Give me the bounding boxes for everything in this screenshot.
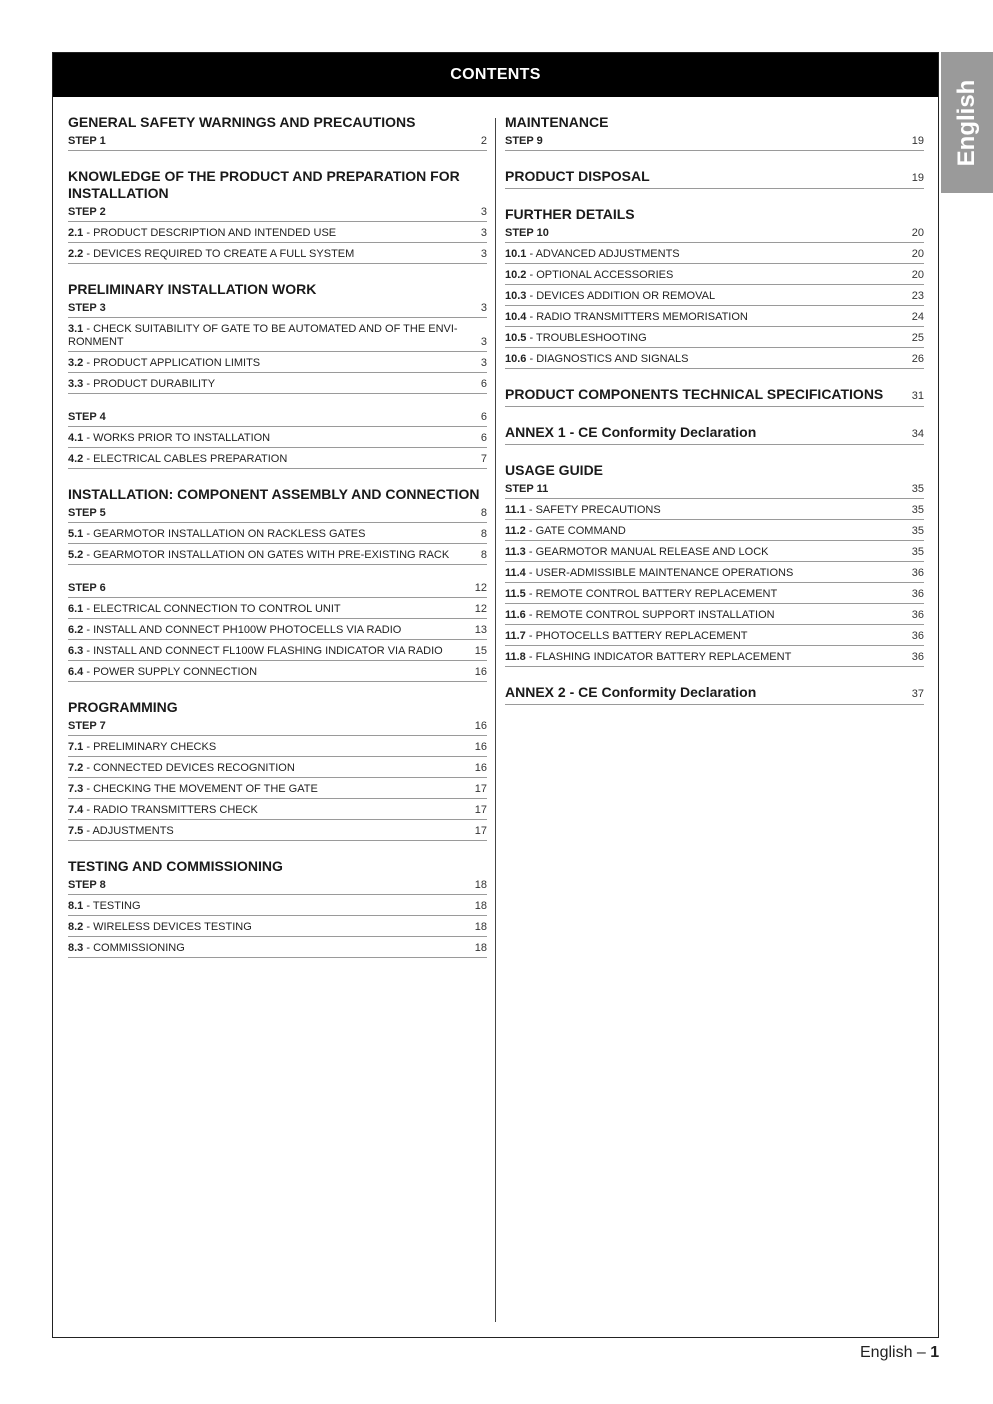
toc-entry-label	[505, 248, 680, 261]
toc-section-title: INSTALLATION: COMPONENT ASSEMBLY AND CONNECTION	[68, 486, 480, 502]
toc-page-number: 16	[474, 762, 487, 774]
toc-entry[interactable]	[505, 628, 924, 646]
toc-entry-text: USER-ADMISSIBLE MAINTENANCE OPERATIONS	[535, 567, 794, 579]
toc-entry-number: 7.2	[68, 762, 84, 774]
toc-entry-label	[505, 609, 775, 622]
toc-entry-text: WORKS PRIOR TO INSTALLATION	[93, 432, 271, 444]
toc-entry[interactable]	[68, 643, 487, 661]
toc-entry-label	[68, 783, 318, 796]
toc-page-number: 20	[911, 248, 924, 260]
toc-page-number: 18	[474, 900, 487, 912]
toc-page-number: 36	[911, 630, 924, 642]
toc-section	[68, 281, 487, 469]
toc-page-number: 35	[911, 525, 924, 537]
toc-separator: -	[83, 549, 94, 561]
toc-entry-text: CONNECTED DEVICES RECOGNITION	[93, 762, 295, 774]
toc-page-number: 20	[911, 227, 924, 239]
toc-page-number: 6	[480, 411, 487, 423]
toc-entry-label	[505, 588, 777, 601]
toc-page-number: 12	[474, 582, 487, 594]
toc-entry-text: COMMISSIONING	[93, 942, 185, 954]
toc-entry-label: STEP 5	[68, 507, 106, 519]
toc-page-number: 13	[474, 624, 487, 636]
toc-entry-label	[505, 546, 768, 559]
toc-page-number: 35	[911, 483, 924, 495]
toc-entry-label: STEP 1	[68, 135, 106, 147]
toc-section	[505, 462, 924, 667]
toc-entry[interactable]	[68, 898, 487, 916]
toc-entry[interactable]	[505, 288, 924, 306]
toc-entry-number: 8.1	[68, 900, 84, 912]
toc-entry-label	[68, 432, 270, 445]
toc-entry-text: ADVANCED ADJUSTMENTS	[535, 248, 680, 260]
toc-separator: -	[83, 227, 94, 239]
toc-page-number: 35	[911, 504, 924, 516]
toc-entry-number: 10.6	[505, 353, 527, 365]
toc-page-number: 3	[480, 227, 487, 239]
toc-entry-text: PRODUCT DESCRIPTION AND INTENDED USE	[93, 227, 337, 239]
toc-entry-text: GATE COMMAND	[535, 525, 626, 537]
toc-entry-number: 11.4	[505, 567, 526, 579]
toc-entry-number: 7.1	[68, 741, 84, 753]
toc-entry[interactable]	[68, 664, 487, 682]
toc-entry-label: STEP 10	[505, 227, 549, 239]
toc-left-column	[68, 114, 487, 975]
toc-entry[interactable]	[505, 607, 924, 625]
toc-entry-text: DEVICES REQUIRED TO CREATE A FULL SYSTEM	[93, 248, 355, 260]
toc-page-number: 24	[911, 311, 924, 323]
toc-entry-label	[505, 504, 661, 517]
toc-entry-label	[68, 248, 354, 261]
toc-entry-label	[505, 290, 715, 303]
toc-entry-label	[505, 525, 626, 538]
toc-separator: -	[83, 921, 94, 933]
toc-entry-text: GEARMOTOR INSTALLATION ON GATES WITH PRE-EXISTING RACK	[93, 549, 450, 561]
toc-step-entry[interactable]	[68, 505, 487, 523]
toc-page-number: 7	[480, 453, 487, 465]
toc-entry-label: STEP 7	[68, 720, 106, 732]
toc-separator: -	[83, 900, 93, 912]
toc-separator: -	[83, 645, 94, 657]
toc-section	[505, 114, 924, 151]
toc-separator: -	[83, 762, 94, 774]
toc-page-number: 17	[474, 825, 487, 837]
toc-entry-number: 7.3	[68, 783, 84, 795]
toc-section-title: KNOWLEDGE OF THE PRODUCT AND PREPARATION FOR INSTALLATION	[68, 168, 460, 201]
toc-separator: -	[83, 804, 94, 816]
toc-entry[interactable]	[68, 739, 487, 757]
toc-entry-number: 2.1	[68, 227, 84, 239]
toc-entry-number: 11.3	[505, 546, 526, 558]
toc-section	[68, 699, 487, 841]
toc-entry-label: STEP 8	[68, 879, 106, 891]
toc-section-title: ANNEX 2 - CE Conformity Declaration	[505, 684, 757, 700]
toc-entry-label	[68, 645, 443, 658]
toc-entry-label	[68, 528, 365, 541]
column-divider	[495, 118, 496, 1322]
toc-separator: -	[83, 825, 93, 837]
toc-entry-number: 8.3	[68, 942, 84, 954]
toc-page-number: 36	[911, 609, 924, 621]
toc-separator: -	[83, 453, 94, 465]
toc-entry-number: 10.1	[505, 248, 527, 260]
toc-separator: -	[83, 603, 94, 615]
toc-page-number: 18	[474, 879, 487, 891]
toc-entry-label	[68, 453, 287, 466]
toc-page-number: 3	[480, 206, 487, 218]
toc-entry-text: CHECK SUITABILITY OF GATE TO BE AUTOMATED AND OF THE ENVI- RONMENT	[68, 323, 458, 348]
toc-entry[interactable]	[505, 330, 924, 348]
toc-entry[interactable]	[505, 649, 924, 667]
toc-page-number: 37	[911, 688, 924, 700]
toc-entry-label	[505, 269, 673, 282]
toc-entry-text: RADIO TRANSMITTERS MEMORISATION	[536, 311, 748, 323]
toc-page-number: 17	[474, 783, 487, 795]
toc-entry-number: 10.5	[505, 332, 527, 344]
toc-entry-number: 4.2	[68, 453, 84, 465]
toc-entry-number: 7.4	[68, 804, 84, 816]
toc-entry-number: 4.1	[68, 432, 84, 444]
toc-separator: -	[83, 942, 94, 954]
toc-separator: -	[525, 651, 536, 663]
toc-section-title: PRODUCT COMPONENTS TECHNICAL SPECIFICATIONS	[505, 386, 884, 402]
toc-section	[68, 168, 487, 264]
toc-section-link[interactable]	[505, 386, 924, 407]
toc-entry-number: 6.4	[68, 666, 84, 678]
toc-entry-number: 3.2	[68, 357, 84, 369]
toc-entry-text: PRELIMINARY CHECKS	[93, 741, 217, 753]
toc-entry-label	[68, 900, 141, 913]
toc-page-number: 19	[911, 172, 924, 184]
language-tab-label: English	[953, 79, 980, 166]
toc-separator: -	[83, 323, 94, 335]
toc-entry-text: GEARMOTOR INSTALLATION ON RACKLESS GATES	[93, 528, 366, 540]
toc-entry-text: GEARMOTOR MANUAL RELEASE AND LOCK	[535, 546, 769, 558]
toc-entry[interactable]	[68, 823, 487, 841]
toc-entry[interactable]	[68, 321, 487, 352]
toc-entry[interactable]	[68, 547, 487, 565]
toc-section-title: MAINTENANCE	[505, 114, 609, 130]
toc-page-number: 8	[480, 507, 487, 519]
toc-section	[68, 858, 487, 958]
toc-entry-text: POWER SUPPLY CONNECTION	[93, 666, 258, 678]
toc-step-entry[interactable]	[68, 718, 487, 736]
toc-entry[interactable]	[505, 502, 924, 520]
page-number: 1	[930, 1344, 940, 1361]
toc-entry-label: STEP 2	[68, 206, 106, 218]
toc-entry-label	[68, 804, 258, 817]
toc-entry-text: DIAGNOSTICS AND SIGNALS	[536, 353, 689, 365]
toc-entry-number: 10.4	[505, 311, 527, 323]
toc-separator: -	[525, 567, 536, 579]
toc-entry[interactable]	[505, 523, 924, 541]
toc-step-entry[interactable]	[68, 877, 487, 895]
toc-step-entry[interactable]	[505, 133, 924, 151]
toc-separator: -	[526, 290, 537, 302]
toc-entry-text: REMOTE CONTROL SUPPORT INSTALLATION	[535, 609, 775, 621]
toc-entry[interactable]	[68, 601, 487, 619]
toc-separator: -	[83, 528, 94, 540]
toc-entry-label: STEP 3	[68, 302, 106, 314]
toc-section-link[interactable]	[505, 684, 924, 705]
toc-entry[interactable]	[68, 919, 487, 937]
toc-entry-number: 5.2	[68, 549, 84, 561]
toc-entry-label	[68, 378, 215, 391]
toc-separator: -	[526, 332, 536, 344]
toc-entry-text: OPTIONAL ACCESSORIES	[536, 269, 674, 281]
toc-page-number: 8	[480, 549, 487, 561]
toc-step-entry[interactable]	[505, 481, 924, 499]
toc-section	[505, 168, 924, 189]
language-tab[interactable]	[941, 52, 993, 193]
toc-entry-number: 5.1	[68, 528, 84, 540]
toc-page-number: 18	[474, 942, 487, 954]
toc-section	[505, 684, 924, 705]
toc-page-number: 3	[480, 357, 487, 369]
toc-entry[interactable]	[68, 430, 487, 448]
toc-section	[68, 486, 487, 682]
toc-page-number: 25	[911, 332, 924, 344]
toc-page-number: 17	[474, 804, 487, 816]
toc-entry-text: REMOTE CONTROL BATTERY REPLACEMENT	[535, 588, 778, 600]
toc-entry-text: DEVICES ADDITION OR REMOVAL	[536, 290, 716, 302]
toc-entry[interactable]	[68, 802, 487, 820]
toc-entry-label	[505, 353, 688, 366]
toc-page-number: 12	[474, 603, 487, 615]
toc-entry-label	[68, 323, 458, 349]
toc-entry-text: TROUBLESHOOTING	[536, 332, 647, 344]
contents-title: CONTENTS	[450, 66, 541, 83]
toc-page-number: 23	[911, 290, 924, 302]
toc-entry-number: 11.1	[505, 504, 526, 516]
toc-section-title: PRELIMINARY INSTALLATION WORK	[68, 281, 317, 297]
toc-entry-text: PRODUCT APPLICATION LIMITS	[93, 357, 261, 369]
toc-entry-number: 10.2	[505, 269, 527, 281]
toc-entry[interactable]	[505, 565, 924, 583]
toc-section-title: PROGRAMMING	[68, 699, 178, 715]
toc-page-number: 16	[474, 666, 487, 678]
toc-separator: -	[526, 353, 537, 365]
toc-section-title: TESTING AND COMMISSIONING	[68, 858, 283, 874]
toc-page-number: 26	[911, 353, 924, 365]
toc-entry-number: 7.5	[68, 825, 84, 837]
toc-entry-number: 3.3	[68, 378, 84, 390]
toc-section-title: USAGE GUIDE	[505, 462, 604, 478]
toc-entry-number: 11.5	[505, 588, 526, 600]
toc-page-number: 31	[911, 390, 924, 402]
toc-section-link[interactable]	[505, 424, 924, 445]
toc-separator: -	[525, 546, 536, 558]
toc-entry-number: 11.7	[505, 630, 526, 642]
toc-entry-label	[505, 630, 748, 643]
toc-page-number: 36	[911, 567, 924, 579]
toc-entry-label	[68, 762, 295, 775]
toc-page-number: 15	[474, 645, 487, 657]
toc-entry-label	[505, 651, 791, 664]
footer-language: English –	[860, 1344, 926, 1361]
toc-section	[505, 386, 924, 407]
toc-entry-label	[68, 227, 336, 240]
toc-entry-text: FLASHING INDICATOR BATTERY REPLACEMENT	[535, 651, 792, 663]
toc-entry[interactable]	[68, 376, 487, 394]
toc-step-entry[interactable]	[68, 580, 487, 598]
toc-separator: -	[525, 588, 536, 600]
toc-page-number: 16	[474, 741, 487, 753]
toc-section	[505, 424, 924, 445]
toc-entry-number: 10.3	[505, 290, 527, 302]
toc-entry[interactable]	[505, 544, 924, 562]
toc-entry-number: 6.1	[68, 603, 84, 615]
toc-separator: -	[526, 269, 537, 281]
toc-entry-number: 11.6	[505, 609, 526, 621]
toc-page-number: 8	[480, 528, 487, 540]
toc-section-title: PRODUCT DISPOSAL	[505, 168, 650, 184]
toc-entry[interactable]	[68, 526, 487, 544]
toc-entry-number: 6.3	[68, 645, 84, 657]
toc-page-number: 20	[911, 269, 924, 281]
toc-page-number: 3	[480, 302, 487, 314]
toc-section-link[interactable]	[505, 168, 924, 189]
toc-entry-text: INSTALL AND CONNECT FL100W FLASHING INDICATOR VIA RADIO	[93, 645, 443, 657]
toc-entry-label	[68, 603, 341, 616]
toc-entry-number: 2.2	[68, 248, 84, 260]
toc-step-entry[interactable]	[505, 225, 924, 243]
toc-separator: -	[83, 666, 94, 678]
toc-entry-label	[505, 567, 793, 580]
toc-entry-text: PHOTOCELLS BATTERY REPLACEMENT	[535, 630, 748, 642]
toc-separator: -	[83, 357, 94, 369]
toc-entry[interactable]	[505, 246, 924, 264]
toc-separator: -	[525, 630, 536, 642]
toc-entry-number: 11.2	[505, 525, 526, 537]
toc-page-number: 18	[474, 921, 487, 933]
toc-separator: -	[83, 783, 94, 795]
toc-page-number: 16	[474, 720, 487, 732]
toc-entry[interactable]	[68, 622, 487, 640]
toc-entry[interactable]	[68, 225, 487, 243]
toc-separator: -	[83, 248, 94, 260]
toc-entry-label	[68, 549, 449, 562]
toc-page-number: 36	[911, 588, 924, 600]
toc-page-number: 19	[911, 135, 924, 147]
toc-entry-label: STEP 11	[505, 483, 549, 495]
toc-separator: -	[525, 609, 536, 621]
page-footer	[860, 1344, 939, 1362]
toc-entry[interactable]	[68, 451, 487, 469]
toc-separator: -	[526, 248, 536, 260]
toc-entry-label	[68, 666, 257, 679]
toc-page-number: 3	[480, 248, 487, 260]
toc-separator: -	[83, 624, 94, 636]
toc-entry-text: ELECTRICAL CONNECTION TO CONTROL UNIT	[93, 603, 341, 615]
toc-entry[interactable]	[68, 246, 487, 264]
toc-entry-text: RADIO TRANSMITTERS CHECK	[93, 804, 258, 816]
toc-page-number: 35	[911, 546, 924, 558]
toc-separator: -	[525, 504, 536, 516]
toc-entry-text: TESTING	[92, 900, 141, 912]
toc-entry-text: WIRELESS DEVICES TESTING	[93, 921, 252, 933]
toc-step-entry[interactable]	[68, 409, 487, 427]
toc-section	[68, 114, 487, 151]
toc-page-number: 6	[480, 378, 487, 390]
toc-entry-number: 6.2	[68, 624, 84, 636]
toc-step-entry[interactable]	[68, 300, 487, 318]
toc-entry-number: 3.1	[68, 323, 84, 335]
toc-entry-number: 11.8	[505, 651, 526, 663]
toc-entry[interactable]	[505, 309, 924, 327]
toc-entry[interactable]	[505, 267, 924, 285]
toc-entry[interactable]	[68, 760, 487, 778]
toc-step-entry[interactable]	[68, 204, 487, 222]
toc-entry-text: ELECTRICAL CABLES PREPARATION	[93, 453, 288, 465]
toc-entry-label: STEP 6	[68, 582, 106, 594]
toc-entry-text: INSTALL AND CONNECT PH100W PHOTOCELLS VIA RADIO	[93, 624, 402, 636]
toc-section	[505, 206, 924, 369]
toc-entry-label	[505, 332, 647, 345]
toc-page-number: 3	[480, 336, 487, 348]
toc-page-number: 6	[480, 432, 487, 444]
toc-entry-text: CHECKING THE MOVEMENT OF THE GATE	[93, 783, 318, 795]
contents-header	[53, 53, 938, 97]
toc-separator: -	[525, 525, 536, 537]
toc-separator: -	[83, 741, 94, 753]
toc-entry-label	[68, 741, 216, 754]
toc-entry-label	[68, 942, 185, 955]
toc-entry-label	[68, 357, 260, 370]
toc-entry[interactable]	[68, 940, 487, 958]
toc-entry-number: 8.2	[68, 921, 84, 933]
toc-right-column	[505, 114, 924, 722]
toc-page-number: 36	[911, 651, 924, 663]
toc-entry-label	[505, 311, 748, 324]
toc-page-number: 2	[480, 135, 487, 147]
toc-entry[interactable]	[68, 355, 487, 373]
toc-spacer	[68, 397, 487, 409]
toc-entry-label: STEP 4	[68, 411, 106, 423]
toc-spacer	[68, 568, 487, 580]
toc-entry-label	[68, 921, 252, 934]
toc-entry-label: STEP 9	[505, 135, 543, 147]
toc-entry[interactable]	[505, 351, 924, 369]
toc-entry-text: PRODUCT DURABILITY	[93, 378, 216, 390]
toc-entry[interactable]	[68, 781, 487, 799]
toc-section-title: ANNEX 1 - CE Conformity Declaration	[505, 424, 757, 440]
toc-section-title: GENERAL SAFETY WARNINGS AND PRECAUTIONS	[68, 114, 416, 130]
toc-entry-label	[68, 825, 174, 838]
toc-separator: -	[526, 311, 537, 323]
toc-entry-label	[68, 624, 401, 637]
toc-section-title: FURTHER DETAILS	[505, 206, 635, 222]
toc-entry-text: ADJUSTMENTS	[92, 825, 174, 837]
toc-page-number: 34	[911, 428, 924, 440]
toc-separator: -	[83, 378, 94, 390]
toc-entry-text: SAFETY PRECAUTIONS	[535, 504, 661, 516]
toc-separator: -	[83, 432, 94, 444]
toc-entry[interactable]	[505, 586, 924, 604]
toc-step-entry[interactable]	[68, 133, 487, 151]
